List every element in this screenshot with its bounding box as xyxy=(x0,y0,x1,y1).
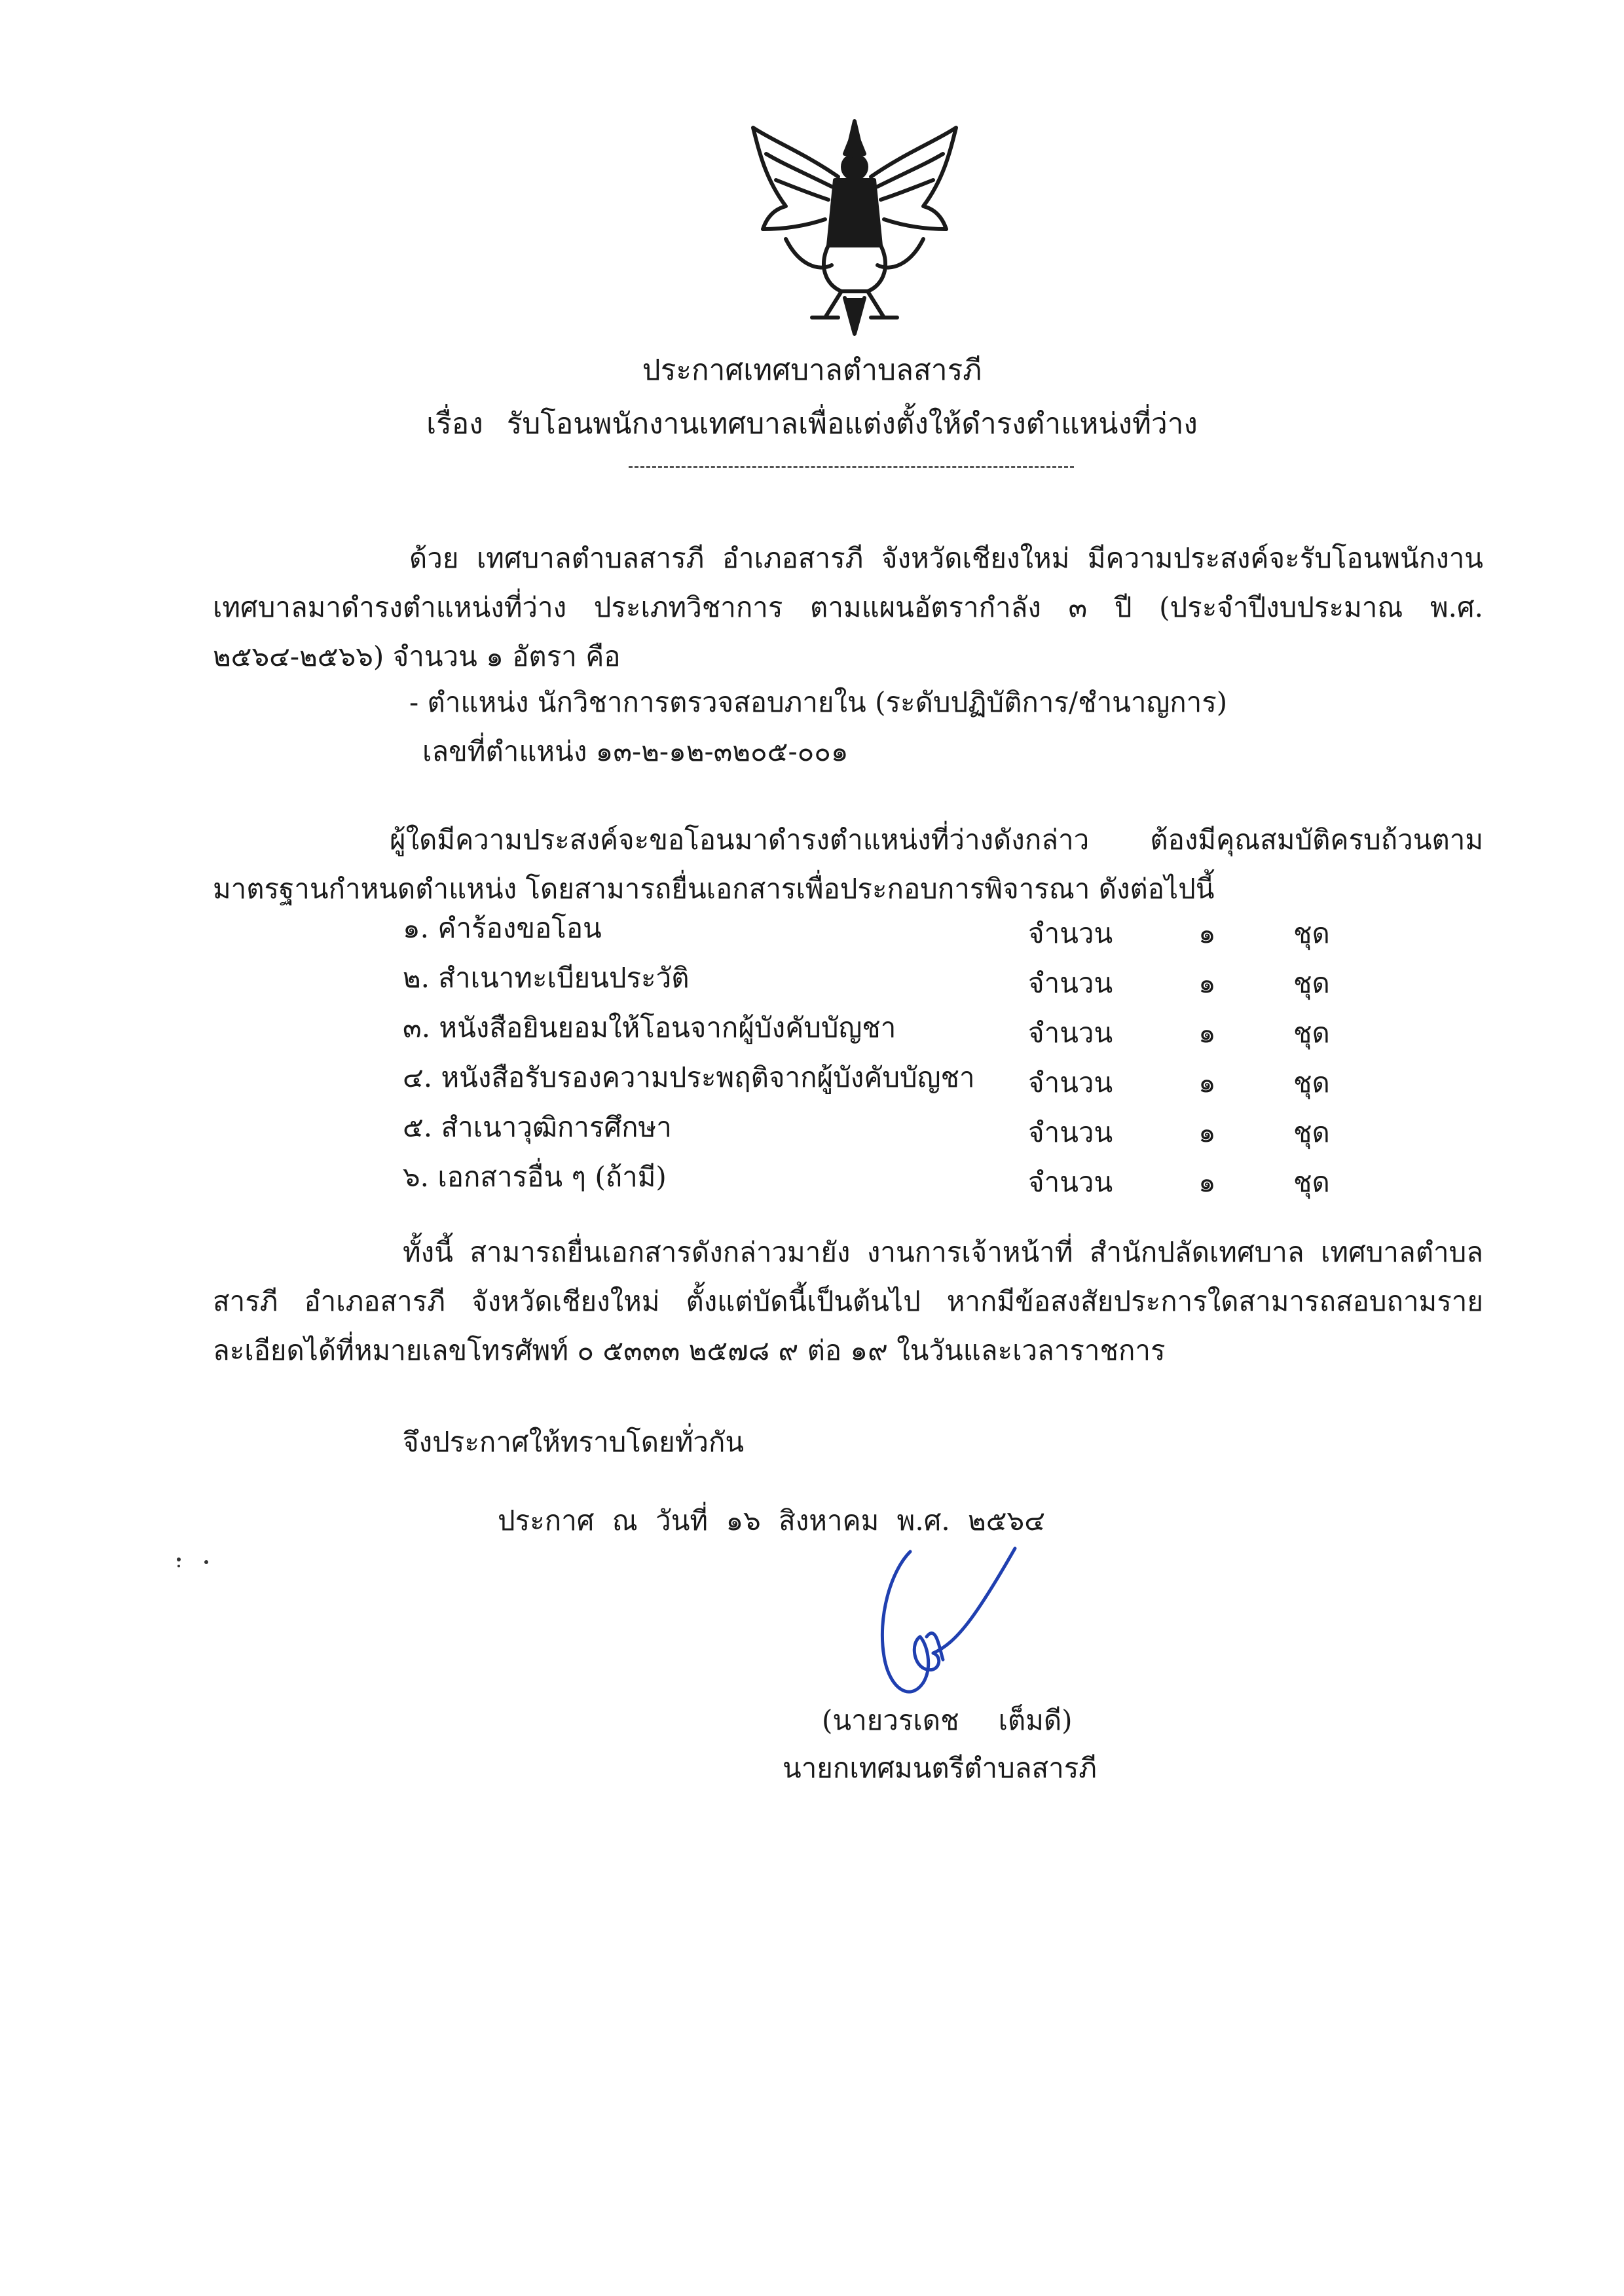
list-item xyxy=(403,1156,1385,1205)
quantity-value: ๑ xyxy=(1198,917,1216,949)
position-number: เลขที่ตำแหน่ง ๑๓-๒-๑๒-๓๒๐๕-๐๐๑ xyxy=(422,735,849,767)
quantity-unit: ชุด xyxy=(1293,967,1330,999)
quantity-unit: ชุด xyxy=(1293,1066,1330,1099)
document-name: ๕. สำเนาวุฒิการศึกษา xyxy=(403,1111,672,1143)
quantity-value: ๑ xyxy=(1198,1066,1216,1099)
signatory-first-name: (นายวรเดช xyxy=(822,1704,959,1736)
body-paragraph-2: ผู้ใดมีความประสงค์จะขอโอนมาดำรงตำแหน่งที่ว่างดังกล่าว ต้องมีคุณสมบัติครบถ้วนตามมาตรฐานกำหนดตำแหน่ง โดยสามารถยื่นเอกสารเพื่อประกอบการพิจารณา ดังต่อไปนี้ xyxy=(213,824,1483,905)
quantity-label: จำนวน xyxy=(1028,967,1113,999)
quantity-unit: ชุด xyxy=(1293,1166,1330,1198)
handwritten-signature xyxy=(864,1545,1022,1709)
scan-specks xyxy=(174,1552,219,1571)
quantity-unit: ชุด xyxy=(1293,1017,1330,1049)
quantity-value: ๑ xyxy=(1198,967,1216,999)
list-item xyxy=(403,957,1385,1006)
dashed-divider xyxy=(629,466,1074,468)
announcement-title: ประกาศเทศบาลตำบลสารภี xyxy=(642,354,982,387)
subject-text: รับโอนพนักงานเทศบาลเพื่อแต่งตั้งให้ดำรงตำแหน่งที่ว่าง xyxy=(506,407,1198,441)
document-list xyxy=(403,907,1385,1205)
document-name: ๖. เอกสารอื่น ๆ (ถ้ามี) xyxy=(403,1161,667,1193)
document-name: ๓. หนังสือยินยอมให้โอนจากผู้บังคับบัญชา xyxy=(403,1011,896,1044)
list-item xyxy=(403,1006,1385,1056)
signatory-last-name: เต็มดี) xyxy=(998,1704,1073,1736)
quantity-label: จำนวน xyxy=(1028,1116,1113,1148)
signatory-name xyxy=(822,1699,1073,1742)
list-item xyxy=(403,907,1385,957)
position-line: - ตำแหน่ง นักวิชาการตรวจสอบภายใน (ระดับปฏิบัติการ/ชำนาญการ) xyxy=(409,686,1228,718)
signatory-title: นายกเทศมนตรีตำบลสารภี xyxy=(783,1752,1097,1784)
document-name: ๒. สำเนาทะเบียนประวัติ xyxy=(403,962,690,994)
quantity-label: จำนวน xyxy=(1028,1017,1113,1049)
list-item xyxy=(403,1106,1385,1156)
document-name: ๑. คำร้องขอโอน xyxy=(403,912,602,944)
quantity-value: ๑ xyxy=(1198,1166,1216,1198)
document-name: ๔. หนังสือรับรองความประพฤติจากผู้บังคับบัญชา xyxy=(403,1061,975,1093)
body-paragraph-3: ทั้งนี้ สามารถยื่นเอกสารดังกล่าวมายัง งานการเจ้าหน้าที่ สำนักปลัดเทศบาล เทศบาลตำบลสารภี อำเภอสารภี จังหวัดเชียงใหม่ ตั้งแต่บัดนี้เป็นต้นไป หากมีข้อสงสัยประการใดสามารถสอบถามรายละเอียดได้ที่หมายเลขโทรศัพท์ ๐ ๕๓๓๓ ๒๕๗๘ ๙ ต่อ ๑๙ ในวันและเวลาราชการ xyxy=(213,1236,1483,1366)
quantity-unit: ชุด xyxy=(1293,917,1330,949)
garuda-emblem-icon xyxy=(747,115,963,337)
quantity-value: ๑ xyxy=(1198,1017,1216,1049)
quantity-unit: ชุด xyxy=(1293,1116,1330,1148)
quantity-label: จำนวน xyxy=(1028,917,1113,949)
list-item xyxy=(403,1056,1385,1106)
subject-label: เรื่อง xyxy=(426,407,483,441)
announcement-subject xyxy=(0,401,1624,446)
body-paragraph-4: จึงประกาศให้ทราบโดยทั่วกัน xyxy=(403,1426,745,1458)
quantity-label: จำนวน xyxy=(1028,1066,1113,1099)
quantity-value: ๑ xyxy=(1198,1116,1216,1148)
body-paragraph-1: ด้วย เทศบาลตำบลสารภี อำเภอสารภี จังหวัดเชียงใหม่ มีความประสงค์จะรับโอนพนักงานเทศบาลมาดำรงตำแหน่งที่ว่าง ประเภทวิชาการ ตามแผนอัตรากำลัง ๓ ปี (ประจำปีงบประมาณ พ.ศ. ๒๕๖๔-๒๕๖๖) จำนวน ๑ อัตรา คือ xyxy=(213,542,1483,672)
quantity-label: จำนวน xyxy=(1028,1166,1113,1198)
announcement-date: ประกาศ ณ วันที่ ๑๖ สิงหาคม พ.ศ. ๒๕๖๔ xyxy=(498,1504,1045,1537)
